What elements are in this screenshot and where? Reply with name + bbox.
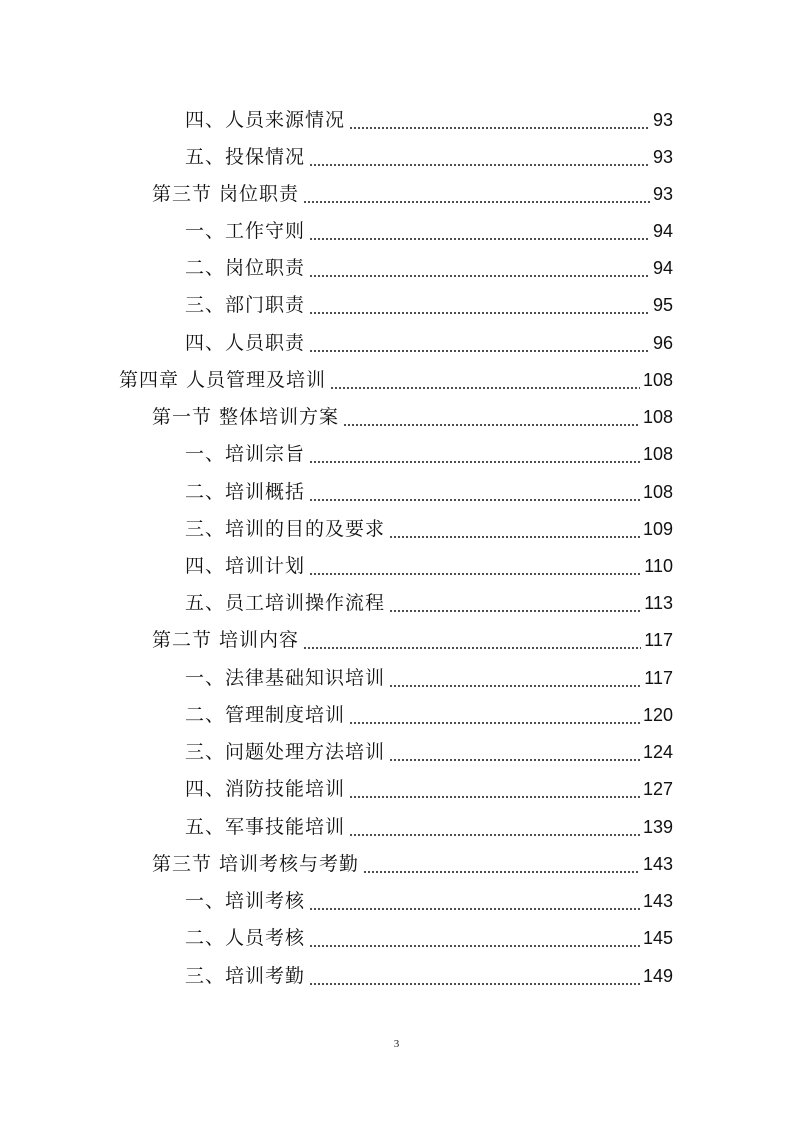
toc-entry-label: 一、工作守则 bbox=[185, 220, 306, 242]
toc-entry-page: 149 bbox=[642, 966, 673, 986]
toc-entry-label: 一、培训考核 bbox=[185, 890, 306, 912]
dot-leader bbox=[349, 771, 640, 808]
toc-entry-page: 124 bbox=[642, 742, 673, 762]
dot-leader bbox=[309, 436, 640, 473]
toc-entry[interactable] bbox=[152, 846, 673, 883]
toc-entry-page: 95 bbox=[652, 295, 673, 315]
toc-entry[interactable] bbox=[152, 399, 673, 436]
toc-entry-label: 四、培训计划 bbox=[185, 555, 306, 577]
toc-entry-label: 三、问题处理方法培训 bbox=[185, 741, 386, 763]
dot-leader bbox=[303, 176, 650, 213]
toc-entry[interactable] bbox=[185, 697, 673, 734]
toc-entry-page: 110 bbox=[644, 556, 673, 576]
toc-entry-page: 117 bbox=[644, 630, 673, 650]
toc-entry[interactable] bbox=[152, 622, 673, 659]
toc-entry-page: 113 bbox=[644, 593, 673, 613]
dot-leader bbox=[309, 250, 650, 287]
dot-leader bbox=[389, 734, 640, 771]
toc-entry[interactable] bbox=[185, 548, 673, 585]
dot-leader bbox=[330, 362, 640, 399]
toc-entry-label: 第三节 岗位职责 bbox=[152, 183, 300, 205]
toc-entry-page: 96 bbox=[652, 333, 673, 353]
toc-entry-page: 120 bbox=[642, 705, 673, 725]
toc-entry-label: 三、培训考勤 bbox=[185, 965, 306, 987]
toc-entry-label: 第三节 培训考核与考勤 bbox=[152, 853, 360, 875]
toc-entry-page: 94 bbox=[652, 258, 673, 278]
toc-entry-page: 127 bbox=[642, 779, 673, 799]
toc-entry[interactable] bbox=[185, 920, 673, 957]
toc-entry[interactable] bbox=[185, 213, 673, 250]
toc-entry-page: 108 bbox=[642, 444, 673, 464]
dot-leader bbox=[349, 809, 640, 846]
toc-entry-label: 一、培训宗旨 bbox=[185, 443, 306, 465]
toc-entry-page: 94 bbox=[652, 221, 673, 241]
toc-entry-label: 二、人员考核 bbox=[185, 927, 306, 949]
toc-entry[interactable] bbox=[185, 660, 673, 697]
dot-leader bbox=[303, 622, 641, 659]
toc-entry-page: 93 bbox=[652, 147, 673, 167]
dot-leader bbox=[389, 511, 640, 548]
dot-leader bbox=[309, 325, 650, 362]
toc-entry-page: 145 bbox=[642, 928, 673, 948]
toc-entry-page: 139 bbox=[642, 817, 673, 837]
toc-entry-page: 108 bbox=[642, 407, 673, 427]
toc-entry-label: 三、部门职责 bbox=[185, 294, 306, 316]
toc-entry-page: 93 bbox=[652, 110, 673, 130]
toc-entry-label: 四、消防技能培训 bbox=[185, 778, 346, 800]
dot-leader bbox=[349, 697, 640, 734]
toc-entry[interactable] bbox=[185, 325, 673, 362]
toc-entry-label: 第二节 培训内容 bbox=[152, 629, 300, 651]
toc-entry-label: 五、员工培训操作流程 bbox=[185, 592, 386, 614]
toc-entry-label: 四、人员来源情况 bbox=[185, 109, 346, 131]
toc-entry-label: 四、人员职责 bbox=[185, 332, 306, 354]
toc-entry[interactable] bbox=[185, 474, 673, 511]
dot-leader bbox=[309, 287, 650, 324]
toc-entry[interactable] bbox=[185, 287, 673, 324]
toc-entry-page: 143 bbox=[642, 854, 673, 874]
toc-entry-page: 108 bbox=[642, 370, 673, 390]
dot-leader bbox=[309, 474, 640, 511]
toc-entry-label: 二、培训概括 bbox=[185, 481, 306, 503]
toc-entry[interactable] bbox=[152, 176, 673, 213]
toc-entry[interactable] bbox=[185, 809, 673, 846]
toc-entry-page: 93 bbox=[652, 184, 673, 204]
dot-leader bbox=[309, 548, 641, 585]
dot-leader bbox=[343, 399, 640, 436]
dot-leader bbox=[363, 846, 640, 883]
toc-entry-page: 109 bbox=[642, 519, 673, 539]
dot-leader bbox=[309, 958, 640, 995]
dot-leader bbox=[309, 139, 650, 176]
toc-entry-page: 108 bbox=[642, 482, 673, 502]
toc-entry[interactable] bbox=[185, 883, 673, 920]
dot-leader bbox=[389, 585, 641, 622]
toc-entry[interactable] bbox=[119, 362, 673, 399]
dot-leader bbox=[309, 920, 640, 957]
toc-entry[interactable] bbox=[185, 958, 673, 995]
toc-entry[interactable] bbox=[185, 250, 673, 287]
toc-entry[interactable] bbox=[185, 436, 673, 473]
toc-entry[interactable] bbox=[185, 511, 673, 548]
toc-entry-label: 五、投保情况 bbox=[185, 146, 306, 168]
toc-entry[interactable] bbox=[185, 102, 673, 139]
toc-entry-page: 117 bbox=[644, 668, 673, 688]
dot-leader bbox=[309, 213, 650, 250]
dot-leader bbox=[309, 883, 640, 920]
toc-entry[interactable] bbox=[185, 585, 673, 622]
toc-entry-page: 143 bbox=[642, 891, 673, 911]
dot-leader bbox=[389, 660, 641, 697]
toc-entry-label: 第一节 整体培训方案 bbox=[152, 406, 340, 428]
toc-entry[interactable] bbox=[185, 139, 673, 176]
toc-entry-label: 二、管理制度培训 bbox=[185, 704, 346, 726]
toc-entry[interactable] bbox=[185, 734, 673, 771]
toc-entry-label: 五、军事技能培训 bbox=[185, 816, 346, 838]
footer-page-number: 3 bbox=[393, 1038, 400, 1050]
toc-entry-label: 二、岗位职责 bbox=[185, 257, 306, 279]
toc-entry-label: 一、法律基础知识培训 bbox=[185, 667, 386, 689]
dot-leader bbox=[349, 102, 650, 139]
toc-entry-label: 三、培训的目的及要求 bbox=[185, 518, 386, 540]
toc-entry-label: 第四章 人员管理及培训 bbox=[119, 369, 327, 391]
toc-entry[interactable] bbox=[185, 771, 673, 808]
